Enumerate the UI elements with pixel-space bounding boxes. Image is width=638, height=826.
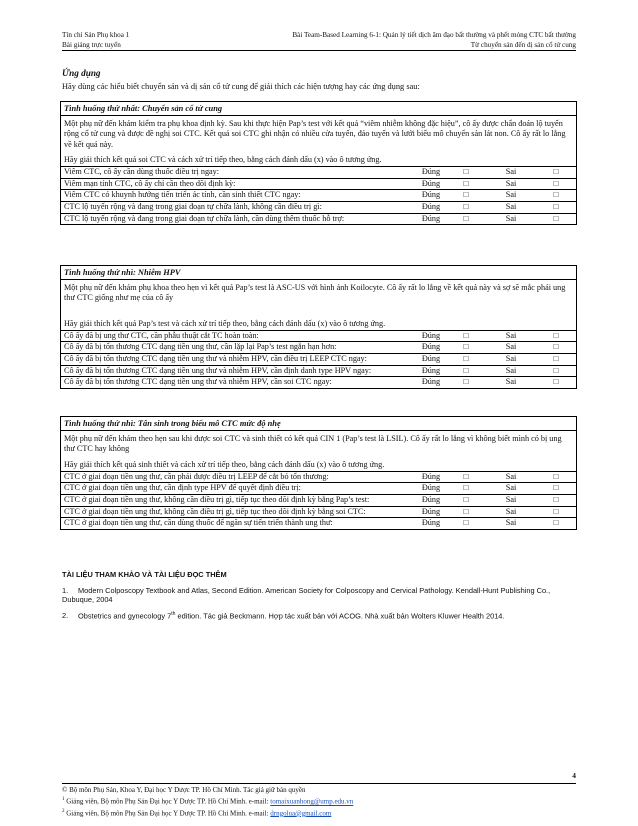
statement-row <box>61 167 576 179</box>
true-label: Đúng <box>421 213 441 223</box>
statement-row <box>61 483 576 495</box>
statement-text: CTC ở giai đoạn tiền ung thư, cần định type HPV để quyết định điều trị: <box>64 483 301 493</box>
statement-text: CTC ở giai đoạn tiền ung thư, không cần điều trị gì, tiếp tục theo dõi định kỳ bằng Pap’s test: <box>64 495 370 504</box>
true-label: Đúng <box>421 342 441 352</box>
page-number: 4 <box>572 771 576 780</box>
statement-table <box>61 330 576 388</box>
true-label: Đúng <box>421 377 441 387</box>
false-label: Sai <box>505 167 517 177</box>
true-checkbox[interactable]: □ <box>463 518 469 528</box>
false-checkbox[interactable]: □ <box>553 167 559 177</box>
false-checkbox[interactable]: □ <box>553 506 559 516</box>
true-checkbox[interactable]: □ <box>463 167 469 177</box>
statement-text: CTC ở giai đoạn tiền ung thư, cần dùng thuốc để ngăn sự tiến triển thành ung thư: <box>64 518 333 528</box>
true-label: Đúng <box>421 330 441 340</box>
reference-text-pre: Obstetrics and gynecology 7 <box>78 611 172 621</box>
false-label: Sai <box>505 202 517 211</box>
footnote-2-email-link[interactable]: drngolua@gmail.com <box>270 809 332 818</box>
true-label: Đúng <box>421 506 441 516</box>
case-title: Tình huống thứ nhì: Nhiễm HPV <box>61 266 576 280</box>
statement-row <box>61 342 576 354</box>
case-description: Một phụ nữ đến khám phụ khoa theo hẹn vì kết quả Pap’s test là ASC-US với hình ảnh Koilocyte. Cô ấy rất lo lắng về kết quả này và sợ sẽ mắc phải ung thư CTC giống như mẹ của cô ấy <box>64 283 566 303</box>
true-checkbox[interactable]: □ <box>463 377 469 387</box>
footnote-2-text: Giảng viên, Bộ môn Phụ Sản Đại học Y Dược TP. Hồ Chí Minh. e-mail: <box>64 809 271 818</box>
case-instruction: Hãy giải thích kết quả Pap’s test và cách xử trí tiếp theo, bằng cách đánh dấu (x) vào ô tương ứng. <box>64 318 386 328</box>
false-label: Sai <box>505 330 517 340</box>
true-checkbox[interactable]: □ <box>463 202 469 211</box>
true-label: Đúng <box>421 365 441 375</box>
case-instruction: Hãy giải thích kết quả sinh thiết và cách xử trí tiếp theo, bằng cách đánh dấu (x) vào ô tương ứng. <box>64 459 385 469</box>
statement-text: Viêm mạn tính CTC, cô ấy chỉ cần theo dõi định kỳ: <box>64 178 236 188</box>
statement-table <box>61 166 576 224</box>
true-label: Đúng <box>421 518 441 528</box>
section-intro: Hãy dùng các hiểu biết chuyển sản và dị sản cổ tử cung để giải thích các hiện tượng hay các ứng dụng sau: <box>62 82 420 91</box>
false-checkbox[interactable]: □ <box>553 518 559 528</box>
statement-text: Cô ấy đã bị tổn thương CTC dạng tiền ung thư và nhiễm HPV, cần điều trị LEEP CTC ngay: <box>64 354 367 363</box>
statement-row <box>61 377 576 388</box>
false-label: Sai <box>505 190 517 200</box>
footnote-1 <box>62 795 576 807</box>
statement-row <box>61 472 576 484</box>
false-label: Sai <box>505 377 517 387</box>
header-lesson-title: Bài Team-Based Learning 6-1: Quản lý tiết dịch âm đạo bất thường và phết mỏng CTC bất thường <box>292 31 576 39</box>
false-label: Sai <box>505 365 517 375</box>
footnote-2-marker: 2 <box>62 808 65 814</box>
statement-row <box>61 507 576 519</box>
statement-text: CTC lộ tuyến rộng và đang trong giai đoạn tự chữa lành, cần dùng thêm thuốc hỗ trợ: <box>64 213 345 223</box>
statement-row <box>61 202 576 214</box>
statement-table <box>61 471 576 529</box>
case-box-3 <box>60 416 577 530</box>
statement-row <box>61 495 576 507</box>
true-checkbox[interactable]: □ <box>463 190 469 200</box>
statement-text: CTC ở giai đoạn tiền ung thư, cần phải được điều trị LEEP để cắt bỏ tổn thương: <box>64 471 329 481</box>
footer-copyright: © Bộ môn Phụ Sản, Khoa Y, Đại học Y Dược TP. Hồ Chí Minh. Tác giả giữ bản quyền <box>62 786 306 794</box>
footnote-2 <box>62 807 576 819</box>
header-bottom-line <box>62 41 576 51</box>
statement-row <box>61 366 576 378</box>
header-top-line <box>62 31 576 39</box>
statement-row <box>61 518 576 529</box>
case-spacer <box>61 306 576 316</box>
false-label: Sai <box>505 495 517 504</box>
false-label: Sai <box>505 213 517 223</box>
reference-text: Modern Colposcopy Textbook and Atlas, Second Edition. American Society for Colposcopy and Cervical Pathology. Kendall-Hunt Publishing Co., Dubuque, 2004 <box>62 586 551 605</box>
reference-text-post: edition. Tác giả Beckmann. Hợp tác xuất bản với ACOG. Nhà xuất bản Wolters Kluwer Health 2014. <box>175 611 505 621</box>
false-label: Sai <box>505 354 517 363</box>
true-checkbox[interactable]: □ <box>463 495 469 504</box>
true-checkbox[interactable]: □ <box>463 330 469 340</box>
false-checkbox[interactable]: □ <box>553 213 559 223</box>
true-label: Đúng <box>421 190 441 200</box>
statement-text: CTC ở giai đoạn tiền ung thư, không cần điều trị gì, tiếp tục theo dõi định kỳ bằng soi CTC: <box>64 506 366 516</box>
case-description: Một phụ nữ đến khám kiểm tra phụ khoa định kỳ. Sau khi thực hiện Pap’s test với kết quả “viêm nhiễm không đặc hiệu”, cô ấy được chẩn đoán lộ tuyến rộng cổ tử cung và được đề nghị soi CTC. Kết quả soi CTC ghi nhận có nhiều cửa tuyến, đảo tuyến và lưới biểu mô chuyển sản lát non. Cô ấy rất lo lắng về kết quả này. <box>64 119 566 149</box>
footnote-1-text: Giảng viên, Bộ môn Phụ Sản Đại học Y Dược TP. Hồ Chí Minh. e-mail: <box>64 797 271 806</box>
true-checkbox[interactable]: □ <box>463 342 469 352</box>
case-description: Một phụ nữ đến khám theo hẹn sau khi được soi CTC và sinh thiết có kết quả CIN 1 (Pap’s test là LSIL). Cô ấy rất lo lắng vì không biết mình có bị ung thư CTC hay không <box>64 434 562 454</box>
true-label: Đúng <box>421 354 441 363</box>
header-topic: Từ chuyển sản đến dị sản cổ tử cung <box>470 41 576 49</box>
false-checkbox[interactable]: □ <box>553 495 559 504</box>
statement-text: Viêm CTC, cô ấy cần dùng thuốc điều trị ngay: <box>64 167 220 177</box>
statement-row <box>61 190 576 202</box>
statement-text: Viêm CTC có khuynh hướng tiến triển ác tính, cần sinh thiết CTC ngay: <box>64 190 301 200</box>
false-checkbox[interactable]: □ <box>553 365 559 375</box>
true-label: Đúng <box>421 178 441 188</box>
case-instruction: Hãy giải thích kết quả soi CTC và cách xử trí tiếp theo, bằng cách đánh dấu (x) vào ô tương ứng. <box>64 155 382 165</box>
false-checkbox[interactable]: □ <box>553 190 559 200</box>
statement-text: Cô ấy đã bị tổn thương CTC dạng tiền ung thư và nhiễm HPV, cần soi CTC ngay: <box>64 377 332 387</box>
true-label: Đúng <box>421 202 441 211</box>
false-label: Sai <box>505 342 517 352</box>
footnote-1-email-link[interactable]: tomaixuanhong@ump.edu.vn <box>270 797 354 806</box>
false-checkbox[interactable]: □ <box>553 178 559 188</box>
statement-text: Cô ấy đã bị tổn thương CTC dạng tiền ung thư, cần lặp lại Pap’s test ngắn hạn hơn: <box>64 342 337 352</box>
header-course: Tín chỉ Sản Phụ khoa 1 <box>62 31 130 39</box>
true-checkbox[interactable]: □ <box>463 365 469 375</box>
statement-text: Cô ấy đã bị tổn thương CTC dạng tiền ung thư và nhiễm HPV, cần định danh type HPV ngay: <box>64 365 372 375</box>
statement-row <box>61 354 576 366</box>
true-checkbox[interactable]: □ <box>463 483 469 493</box>
case-box-2 <box>60 265 577 389</box>
case-title: Tình huống thứ nhì: Tân sinh trong biểu mô CTC mức độ nhẹ <box>61 417 576 431</box>
false-label: Sai <box>505 483 517 493</box>
true-label: Đúng <box>421 167 441 177</box>
true-checkbox[interactable]: □ <box>463 471 469 481</box>
reference-number: 2. <box>62 611 69 621</box>
references-title: TÀI LIỆU THAM KHẢO VÀ TÀI LIỆU ĐỌC THÊM <box>62 570 227 579</box>
reference-item-1 <box>62 586 577 605</box>
false-label: Sai <box>505 471 517 481</box>
false-label: Sai <box>505 506 517 516</box>
true-label: Đúng <box>421 495 441 504</box>
true-label: Đúng <box>421 483 441 493</box>
true-label: Đúng <box>421 471 441 481</box>
true-checkbox[interactable]: □ <box>463 213 469 223</box>
true-checkbox[interactable]: □ <box>463 506 469 516</box>
true-checkbox[interactable]: □ <box>463 178 469 188</box>
false-checkbox[interactable]: □ <box>553 377 559 387</box>
footer <box>62 783 576 818</box>
footnote-1-marker: 1 <box>62 797 65 803</box>
false-label: Sai <box>505 518 517 528</box>
statement-row <box>61 214 576 225</box>
false-checkbox[interactable]: □ <box>553 342 559 352</box>
false-checkbox[interactable]: □ <box>553 483 559 493</box>
true-checkbox[interactable]: □ <box>463 354 469 363</box>
case-title: Tình huống thứ nhất: Chuyển sản cổ tử cung <box>61 102 576 116</box>
statement-text: CTC lộ tuyến rộng và đang trong giai đoạn tự chữa lành, không cần điều trị gì: <box>64 202 322 211</box>
statement-text: Cô ấy đã bị ung thư CTC, cần phẫu thuật cắt TC hoàn toàn: <box>64 330 259 340</box>
statement-row <box>61 179 576 191</box>
false-checkbox[interactable]: □ <box>553 471 559 481</box>
false-label: Sai <box>505 178 517 188</box>
statement-row <box>61 331 576 343</box>
case-box-1 <box>60 101 577 225</box>
false-checkbox[interactable]: □ <box>553 330 559 340</box>
false-checkbox[interactable]: □ <box>553 202 559 211</box>
reference-superscript: th <box>171 611 176 617</box>
reference-number: 1. <box>62 586 69 595</box>
section-title: Ứng dụng <box>62 68 101 78</box>
header-lecture-type: Bài giảng trực tuyến <box>62 41 121 49</box>
reference-item-2 <box>62 610 577 621</box>
false-checkbox[interactable]: □ <box>553 354 559 363</box>
